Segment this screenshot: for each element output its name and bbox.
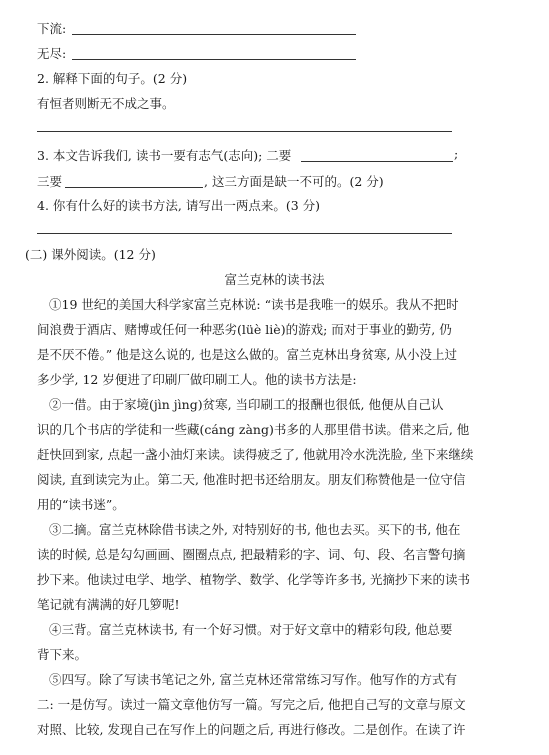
passage-paragraph-1 bbox=[37, 292, 517, 392]
passage-paragraph-5 bbox=[37, 667, 517, 742]
passage-line: 抄下来。他读过电学、地学、植物学、数学、化学等许多书, 光摘抄下来的读书 bbox=[37, 572, 470, 587]
q3-blank-2[interactable] bbox=[65, 187, 203, 188]
q1-item-b-label: 无尽: bbox=[37, 46, 67, 61]
passage-paragraph-4 bbox=[37, 617, 517, 667]
passage-title: 富兰克林的读书法 bbox=[224, 272, 325, 287]
q3-blank-1[interactable] bbox=[301, 161, 453, 162]
q1-item-a-label: 下流: bbox=[37, 21, 67, 36]
q3-line1-text: 3. 本文告诉我们, 读书一要有志气(志向); 二要 bbox=[37, 148, 292, 163]
q1-item-b-answer-line[interactable] bbox=[72, 59, 356, 60]
passage-line: 用的“读书迷”。 bbox=[37, 497, 125, 512]
section2-heading: (二) 课外阅读。(12 分) bbox=[25, 247, 156, 262]
q1-item-a-answer-line[interactable] bbox=[72, 34, 356, 35]
passage-line: 多少学, 12 岁便进了印刷厂做印刷工人。他的读书方法是: bbox=[37, 372, 357, 387]
q2-sentence: 有恒者则断无不成之事。 bbox=[37, 96, 175, 111]
q2-answer-line[interactable] bbox=[37, 131, 452, 132]
passage-line: ⑤四写。除了写读书笔记之外, 富兰克林还常常练习写作。他写作的方式有 bbox=[49, 672, 457, 687]
passage-line: ①19 世纪的美国大科学家富兰克林说: “读书是我唯一的娱乐。我从不把时 bbox=[49, 297, 459, 312]
passage-line: 读的时候, 总是勾勾画画、圈圈点点, 把最精彩的字、词、句、段、名言警句摘 bbox=[37, 547, 466, 562]
passage-line: ②一借。由于家境(jìn jìng)贫寒, 当印刷工的报酬也很低, 他便从自己认 bbox=[49, 397, 444, 412]
q2-prompt: 2. 解释下面的句子。(2 分) bbox=[37, 71, 188, 86]
passage-line: 识的几个书店的学徒和一些藏(cáng zàng)书多的人那里借书读。借来之后, 他 bbox=[37, 422, 470, 437]
passage-line: 对照、比较, 发现自己在写作上的问题之后, 再进行修改。二是创作。在读了许 bbox=[37, 722, 466, 737]
passage-line: 阅读, 直到读完为止。第二天, 他准时把书还给朋友。朋友们称赞他是一位守信 bbox=[37, 472, 466, 487]
q4-prompt: 4. 你有什么好的读书方法, 请写出一两点来。(3 分) bbox=[37, 198, 321, 213]
passage-paragraph-2 bbox=[37, 392, 517, 517]
passage-line: ③二摘。富兰克林除借书读之外, 对特别好的书, 他也去买。买下的书, 他在 bbox=[49, 522, 461, 537]
passage-line: 笔记就有满满的好几箩呢! bbox=[37, 597, 180, 612]
passage-line: 间浪费于酒店、赌博或任何一种恶劣(lüè liè)的游戏; 而对于事业的勤劳, 仍 bbox=[37, 322, 452, 337]
passage-line: 二: 一是仿写。读过一篇文章他仿写一篇。写完之后, 他把自己写的文章与原文 bbox=[37, 697, 466, 712]
q3-line2-start: 三要 bbox=[37, 174, 63, 189]
q4-answer-line[interactable] bbox=[37, 233, 452, 234]
passage-paragraph-3 bbox=[37, 517, 517, 617]
passage-line: ④三背。富兰克林读书, 有一个好习惯。对于好文章中的精彩句段, 他总要 bbox=[49, 622, 453, 637]
passage-line: 是不厌不倦。” 他是这么说的, 也是这么做的。富兰克林出身贫寒, 从小没上过 bbox=[37, 347, 458, 362]
q3-line2-end: , 这三方面是缺一不可的。(2 分) bbox=[204, 174, 384, 189]
passage-line: 赶快回到家, 点起一盏小油灯来读。读得疲乏了, 他就用冷水洗洗脸, 坐下来继续 bbox=[37, 447, 474, 462]
passage-line: 背下来。 bbox=[37, 647, 88, 662]
q3-line1-end: ; bbox=[454, 146, 459, 161]
